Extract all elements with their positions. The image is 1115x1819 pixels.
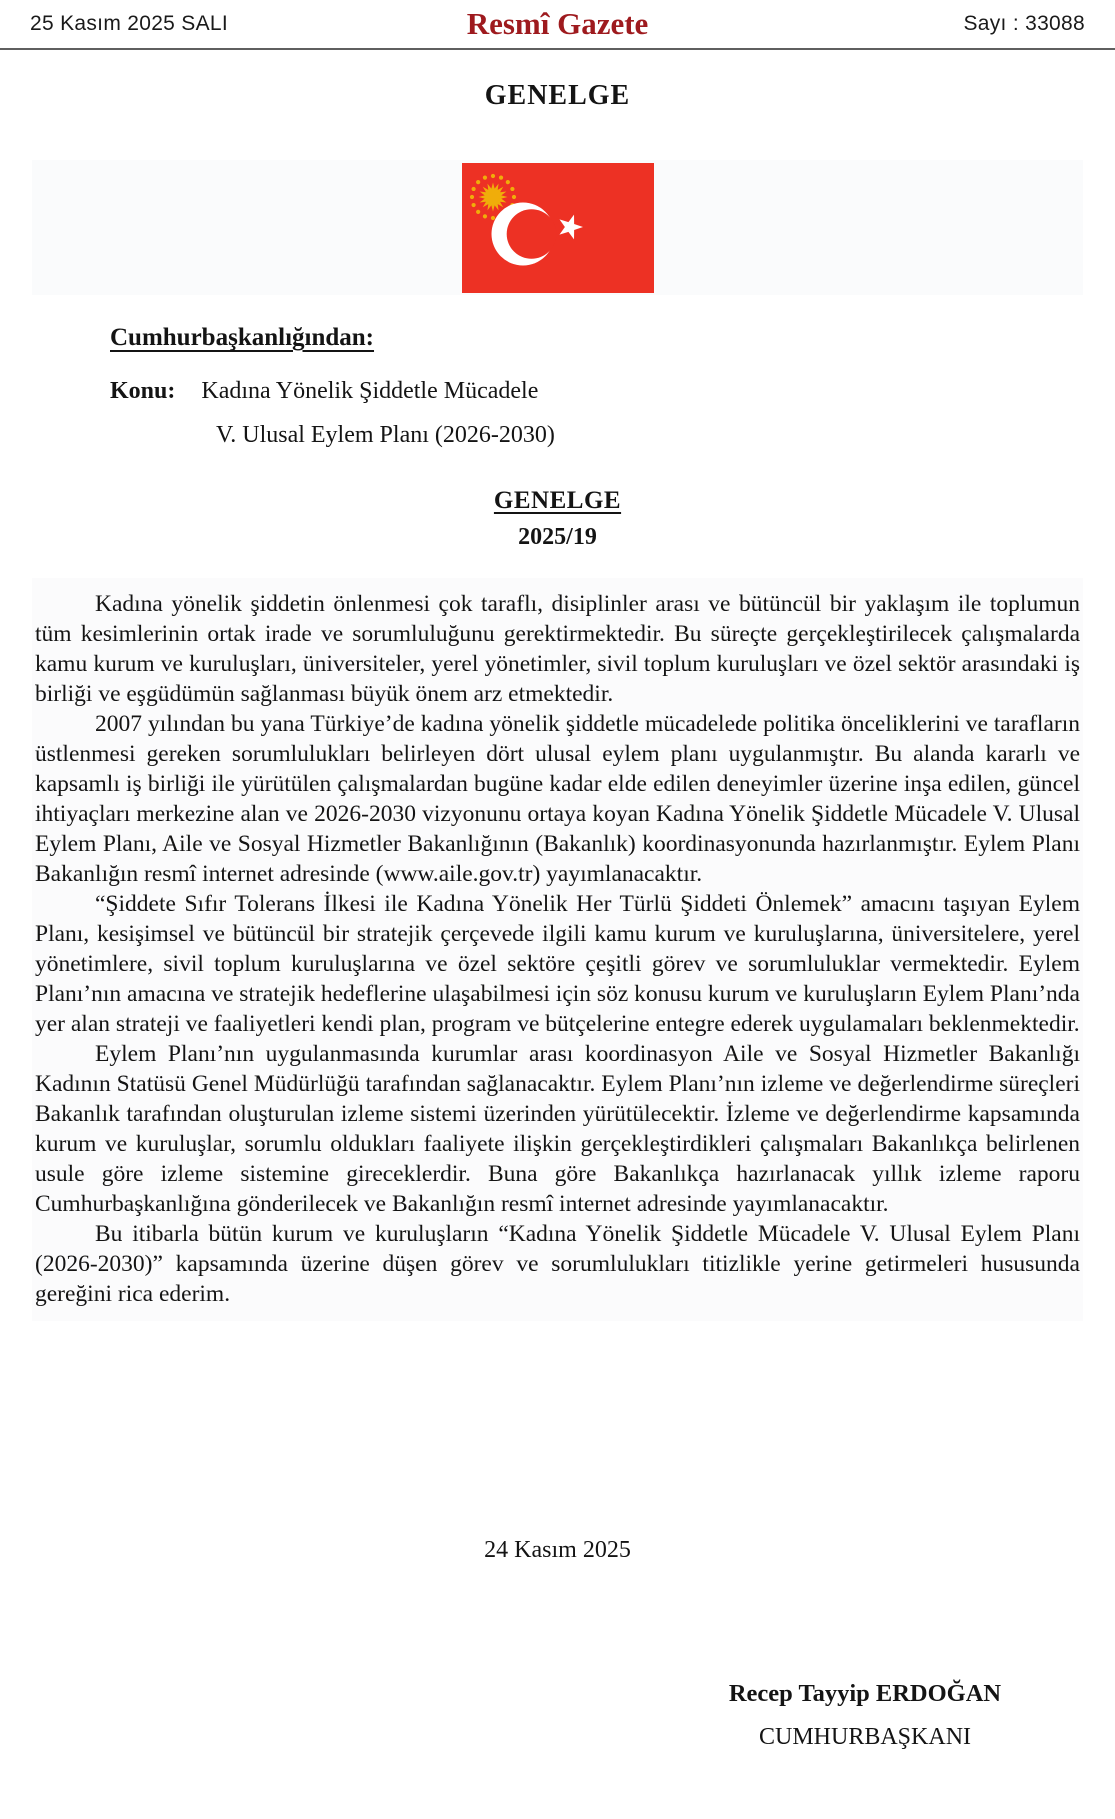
ring-star-dot bbox=[511, 194, 515, 198]
ring-star-dot bbox=[469, 194, 473, 198]
ring-star-dot bbox=[490, 173, 494, 177]
ring-star-dot bbox=[482, 214, 486, 218]
flag-strip bbox=[32, 160, 1083, 295]
masthead-issue-number: Sayı : 33088 bbox=[963, 12, 1085, 35]
issuing-authority: Cumhurbaşkanlığından: bbox=[110, 324, 375, 351]
subject-label: Konu: bbox=[110, 378, 176, 404]
ring-star-dot bbox=[510, 186, 514, 190]
document-date: 24 Kasım 2025 bbox=[484, 1537, 631, 1563]
body-paragraph: 2007 yılından bu yana Türkiye’de kadına yönelik şiddetle mücadelede politika önceliklerini ve tarafların üstlenmesi gereken sorumlulukları belirleyen dört ulusal eylem planı uygulanmıştır. Bu alanda kararlı ve kapsamlı iş birliği ile yürütülen çalışmalardan bugüne kadar elde edilen deneyimler üzerine inşa edilen, güncel ihtiyaçları merkezine alan ve 2026-2030 vizyonunu ortaya koyan Kadına Yönelik Şiddetle Mücadele V. Ulusal Eylem Planı, Aile ve Sosyal Hizmetler Bakanlığının (Bakanlık) koordinasyonunda hazırlanmıştır. Eylem Planı Bakanlığın resmî internet adresinde (www.aile.gov.tr) yayımlanacaktır. bbox=[35, 711, 1080, 887]
ring-star-dot bbox=[490, 215, 494, 219]
ring-star-dot bbox=[476, 209, 480, 213]
body-paragraph: Eylem Planı’nın uygulanmasında kurumlar arası koordinasyon Aile ve Sosyal Hizmetler Bakanlığı Kadının Statüsü Genel Müdürlüğü tarafından sağlanacaktır. Eylem Planı’nın izleme ve değerlendirme süreçleri Bakanlık tarafından oluşturulan izleme sistemi üzerinden yürütülecektir. İzleme ve değerlendirme kapsamında kurum ve kuruluşlar, sorumlu oldukları faaliyete ilişkin gerçekleştirdikleri çalışmaları Bakanlıkça belirlenen usule göre izleme sistemine gireceklerdir. Buna göre Bakanlıkça hazırlanacak yıllık izleme raporu Cumhurbaşkanlığına gönderilecek ve Bakanlığın resmî internet adresinde yayımlanacaktır. bbox=[35, 1041, 1080, 1217]
ring-star-dot bbox=[505, 180, 509, 184]
body-paragraph: Kadına yönelik şiddetin önlenmesi çok taraflı, disiplinler arası ve bütüncül bir yaklaşım ile toplumun tüm kesimlerinin ortak irade ve sorumluluğunu gerektirmektedir. Bu süreçte gerçekleştirilecek çalışmalarda kamu kurum ve kuruluşları, üniversiteler, yerel yönetimler, sivil toplum kuruluşları ve özel sektör arasındaki iş birliği ve eşgüdümün sağlanması büyük önem arz etmektedir. bbox=[35, 591, 1080, 707]
subject-text-line2: V. Ulusal Eylem Planı (2026-2030) bbox=[216, 422, 555, 448]
turkish-presidential-flag-icon bbox=[462, 163, 654, 293]
section-title: GENELGE bbox=[484, 80, 631, 111]
signature-name: Recep Tayyip ERDOĞAN bbox=[728, 1680, 1002, 1707]
ring-star-dot bbox=[476, 180, 480, 184]
ring-star-dot bbox=[471, 186, 475, 190]
masthead-title: Resmî Gazete bbox=[466, 6, 649, 41]
circular-body bbox=[32, 578, 1083, 1321]
circular-title: GENELGE bbox=[493, 487, 622, 514]
subject-row bbox=[110, 378, 538, 405]
ring-star-dot bbox=[471, 202, 475, 206]
signature-block bbox=[685, 1680, 1045, 1751]
flag-sun-core bbox=[485, 189, 500, 204]
masthead bbox=[0, 0, 1115, 50]
body-paragraph: “Şiddete Sıfır Tolerans İlkesi ile Kadına Yönelik Her Türlü Şiddeti Önlemek” amacını taşıyan Eylem Planı, kesişimsel ve bütüncül bir stratejik çerçevede ilgili kamu kurum ve kuruluşlarına, üniversitelere, yerel yönetimlere, sivil toplum kuruluşlarına ve özel sektöre çeşitli görev ve sorumluluklar vermektedir. Eylem Planı’nın amacına ve stratejik hedeflerine ulaşabilmesi için söz konusu kurum ve kuruluşların Eylem Planı’nda yer alan strateji ve faaliyetleri kendi plan, program ve bütçelerine entegre ederek uygulamaları beklenmektedir. bbox=[35, 891, 1080, 1037]
body-paragraph: Bu itibarla bütün kurum ve kuruluşların “Kadına Yönelik Şiddetle Mücadele V. Ulusal Eylem Planı (2026-2030)” kapsamında üzerine düşen görev ve sorumlulukları titizlikle yerine getirmeleri hususunda gereğini rica ederim. bbox=[35, 1221, 1080, 1307]
crescent-inner bbox=[506, 209, 556, 259]
circular-number: 2025/19 bbox=[518, 524, 597, 550]
masthead-date: 25 Kasım 2025 SALI bbox=[30, 12, 229, 35]
signature-title: CUMHURBAŞKANI bbox=[758, 1724, 972, 1750]
flag-field bbox=[462, 163, 654, 293]
subject-text-line1: Kadına Yönelik Şiddetle Mücadele bbox=[201, 378, 539, 404]
ring-star-dot bbox=[498, 175, 502, 179]
ring-star-dot bbox=[482, 175, 486, 179]
